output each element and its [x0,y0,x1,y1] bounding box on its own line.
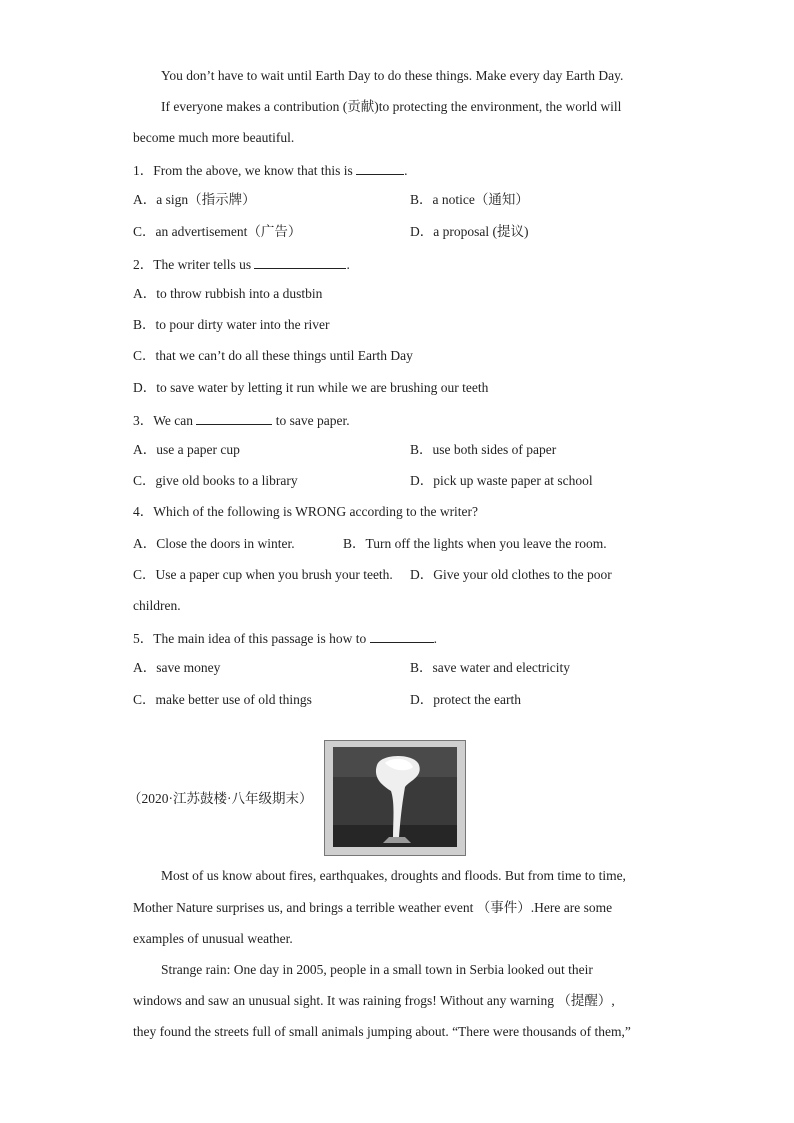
question-number: 2． [133,257,154,272]
tornado-image-icon [325,741,465,855]
question-text-end: to save paper. [275,413,350,428]
paragraph-contribution-line1: If everyone makes a contribution (贡献)to protecting the environment, the world will [161,99,622,114]
question-text: The main idea of this passage is how to [153,631,367,646]
answer-blank[interactable] [356,162,404,175]
question-text: From the above, we know that this is [153,163,353,178]
option-2c: C．that we can’t do all these things until Earth Day [133,348,413,363]
passage-line-1: Most of us know about fires, earthquakes, droughts and floods. But from time to time, [161,868,626,883]
question-1 [133,162,407,178]
option-1c: C．an advertisement（广告） [133,224,302,239]
paragraph-contribution-line2: become much more beautiful. [133,130,295,145]
question-text: We can [153,413,194,428]
passage-line-5: windows and saw an unusual sight. It was raining frogs! Without any warning （提醒）, [133,993,615,1008]
question-5 [133,630,437,646]
passage-line-4: Strange rain: One day in 2005, people in a small town in Serbia looked out their [161,962,593,977]
option-5c: C．make better use of old things [133,692,312,707]
option-4c: C．Use a paper cup when you brush your teeth. [133,567,393,582]
passage-line-6: they found the streets full of small animals jumping about. “There were thousands of them,” [133,1024,631,1039]
option-1a: A．a sign（指示牌） [133,192,256,207]
option-3d: D．pick up waste paper at school [410,473,593,488]
option-5d: D．protect the earth [410,692,521,707]
option-1d: D．a proposal (提议) [410,224,529,239]
option-4a: A．Close the doors in winter. [133,536,295,551]
option-2a: A．to throw rubbish into a dustbin [133,286,323,301]
option-5a: A．save money [133,660,221,675]
option-4b: B．Turn off the lights when you leave the room. [343,536,607,551]
question-text-end: . [346,257,350,272]
question-number: 4． [133,504,154,519]
question-4 [133,505,478,519]
answer-blank[interactable] [196,412,272,425]
question-text-end: . [433,631,437,646]
passage-line-3: examples of unusual weather. [133,931,293,946]
question-2 [133,256,350,272]
option-5b: B．save water and electricity [410,660,571,675]
option-2b: B．to pour dirty water into the river [133,317,330,332]
question-number: 5． [133,631,154,646]
question-number: 1． [133,163,154,178]
passage-line-2: Mother Nature surprises us, and brings a terrible weather event （事件）.Here are some [133,900,613,915]
question-text-end: . [404,163,408,178]
option-2d: D．to save water by letting it run while we are brushing our teeth [133,380,489,395]
option-4d: D．Give your old clothes to the poor [410,567,612,582]
option-4d-continued: children. [133,598,181,613]
answer-blank[interactable] [254,256,346,269]
answer-blank[interactable] [370,630,434,643]
option-3a: A．use a paper cup [133,442,240,457]
paragraph-earth-day: You don’t have to wait until Earth Day to do these things. Make every day Earth Day. [161,68,624,83]
question-text: The writer tells us [153,257,252,272]
option-1b: B．a notice（通知） [410,192,529,207]
source-label: （2020·江苏鼓楼·八年级期末） [128,791,313,806]
option-3b: B．use both sides of paper [410,442,557,457]
question-number: 3． [133,413,154,428]
question-text: Which of the following is WRONG according to the writer? [153,504,479,519]
option-3c: C．give old books to a library [133,473,298,488]
question-3 [133,412,350,428]
tornado-photo [324,740,466,856]
